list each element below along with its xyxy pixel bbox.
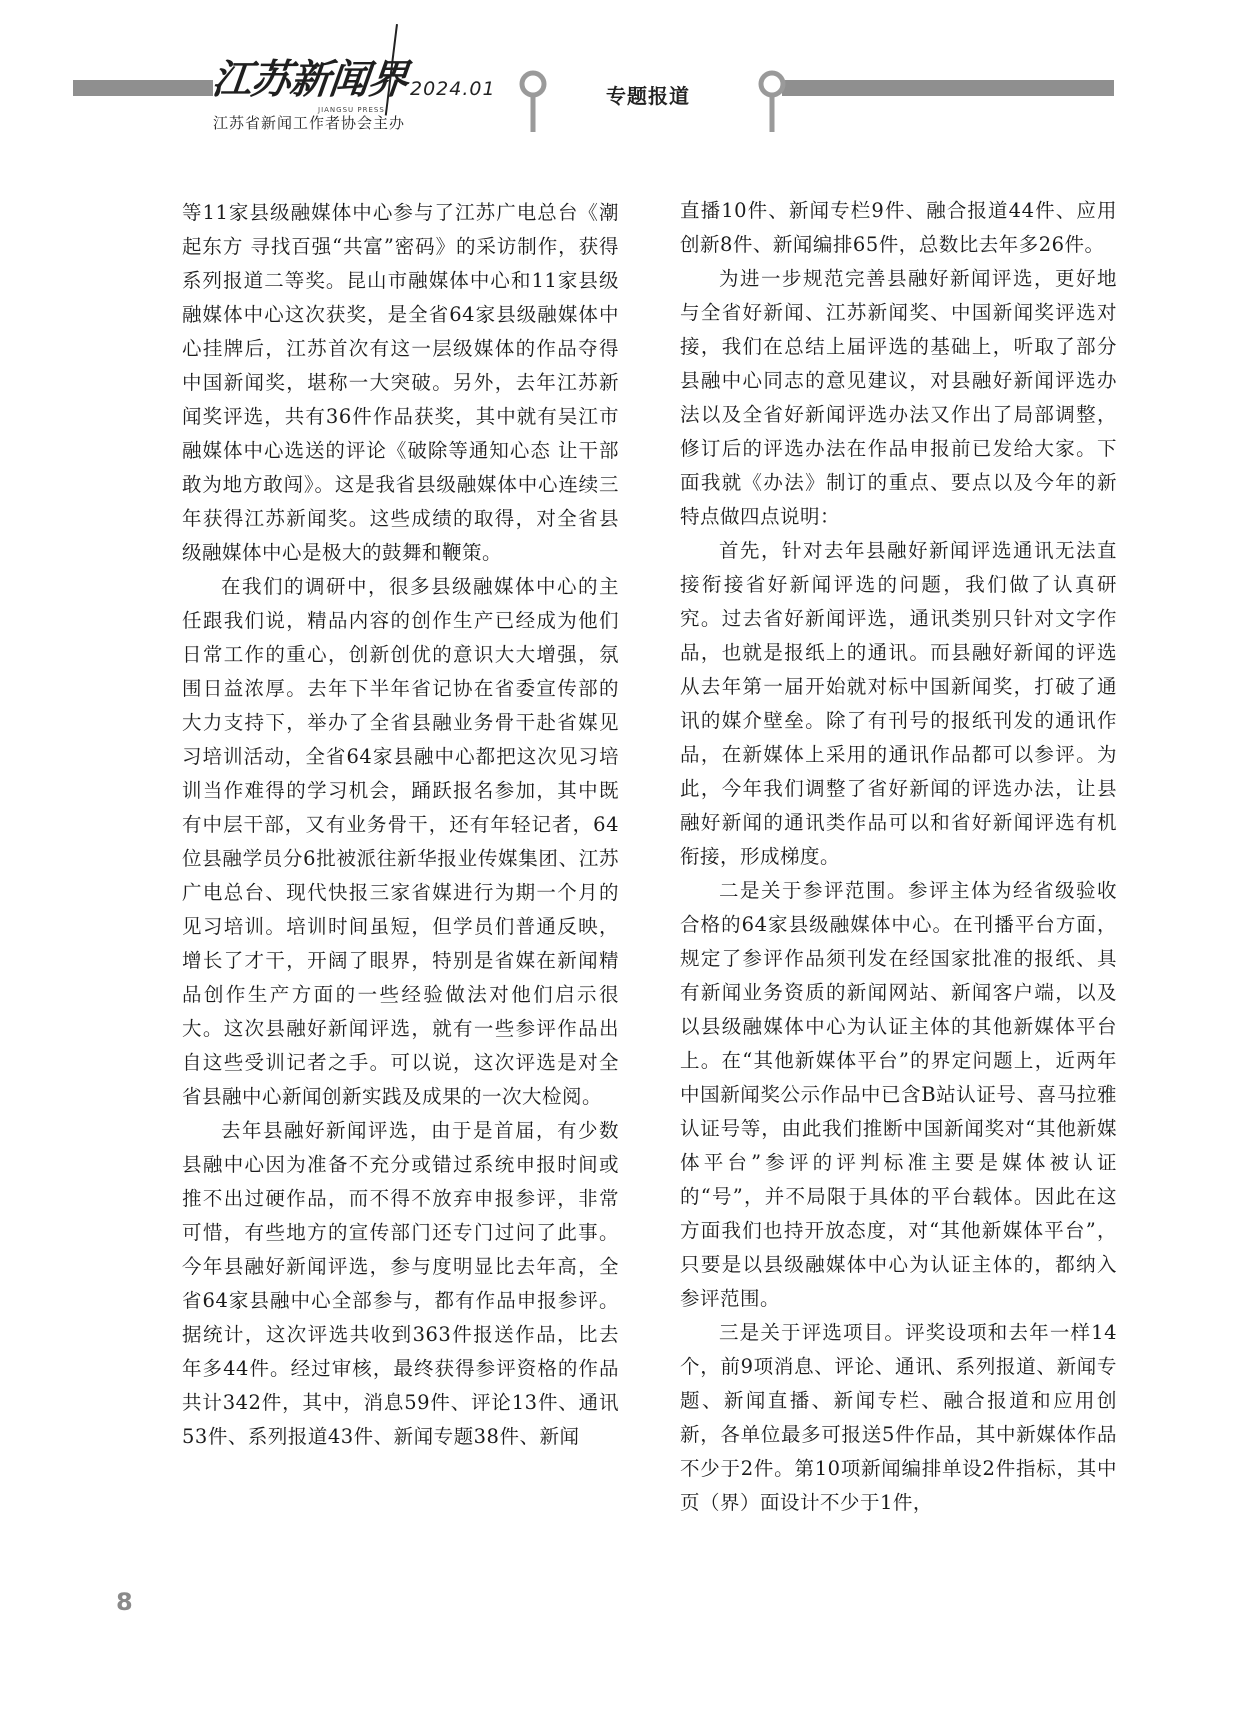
paragraph: 去年县融好新闻评选，由于是首届，有少数县融中心因为准备不充分或错过系统申报时间或推不出过硬作品，而不得不放弃申报参评，非常可惜，有些地方的宣传部门还专门过问了此事。今年县融好新闻评选，参与度明显比去年高，全省64家县融中心全部参与，都有作品申报参评。据统计，这次评选共收到363件报送作品，比去年多44件。经过审核，最终获得参评资格的作品共计342件，其中，消息59件、评论13件、通讯53件、系列报道43件、新闻专题38件、新闻: [182, 1119, 619, 1448]
paragraph: 首先，针对去年县融好新闻评选通讯无法直接衔接省好新闻评选的问题，我们做了认真研究。过去省好新闻评选，通讯类别只针对文字作品，也就是报纸上的通讯。而县融好新闻的评选从去年第一届开始就对标中国新闻奖，打破了通讯的媒介壁垒。除了有刊号的报纸刊发的通讯作品，在新媒体上采用的通讯作品都可以参评。为此，今年我们调整了省好新闻的评选办法，让县融好新闻的通讯类作品可以和省好新闻评选有机衔接，形成梯度。: [680, 539, 1117, 868]
map-pin-icon: [757, 70, 787, 134]
header-bar-left: [73, 80, 213, 96]
paragraph: 三是关于评选项目。评奖设项和去年一样14个，前9项消息、评论、通讯、系列报道、新闻专题、新闻直播、新闻专栏、融合报道和应用创新，各单位最多可报送5件作品，其中新媒体作品不少于2件。第10项新闻编排单设2件指标，其中页（界）面设计不少于1件，: [680, 1321, 1117, 1514]
article-column-left: [182, 196, 619, 1454]
paragraph: 等11家县级融媒体中心参与了江苏广电总台《潮起东方 寻找百强“共富”密码》的采访制作，获得系列报道二等奖。昆山市融媒体中心和11家县级融媒体中心这次获奖，是全省64家县级融媒体中心挂牌后，江苏首次有这一层级媒体的作品夺得中国新闻奖，堪称一大突破。另外，去年江苏新闻奖评选，共有36件作品获奖，其中就有吴江市融媒体中心选送的评论《破除等通知心态 让干部敢为地方敢闯》。这是我省县级融媒体中心连续三年获得江苏新闻奖。这些成绩的取得，对全省县级融媒体中心是极大的鼓舞和鞭策。: [182, 201, 619, 564]
journal-logo: 江苏新闻界: [209, 57, 410, 103]
section-title: 专题报道: [606, 84, 690, 108]
paragraph: 直播10件、新闻专栏9件、融合报道44件、应用创新8件、新闻编排65件，总数比去年多26件。: [680, 199, 1117, 256]
paragraph: 二是关于参评范围。参评主体为经省级验收合格的64家县级融媒体中心。在刊播平台方面，规定了参评作品须刊发在经国家批准的报纸、具有新闻业务资质的新闻网站、新闻客户端，以及以县级融媒体中心为认证主体的其他新媒体平台上。在“其他新媒体平台”的界定问题上，近两年中国新闻奖公示作品中已含B站认证号、喜马拉雅认证号等，由此我们推断中国新闻奖对“其他新媒体平台”参评的评判标准主要是媒体被认证的“号”，并不局限于具体的平台载体。因此在这方面我们也持开放态度，对“其他新媒体平台”，只要是以县级融媒体中心为认证主体的，都纳入参评范围。: [680, 879, 1117, 1310]
paragraph: 为进一步规范完善县融好新闻评选，更好地与全省好新闻、江苏新闻奖、中国新闻奖评选对接，我们在总结上届评选的基础上，听取了部分县融中心同志的意见建议，对县融好新闻评选办法以及全省好新闻评选办法又作出了局部调整，修订后的评选办法在作品申报前已发给大家。下面我就《办法》制订的重点、要点以及今年的新特点做四点说明：: [680, 267, 1117, 528]
page-number: 8: [116, 1588, 133, 1616]
journal-logo-subtitle: JIANGSU PRESS: [318, 106, 385, 114]
header-bar-right: [782, 80, 1114, 96]
issue-number: 2024.01: [410, 78, 496, 100]
article-column-right: [680, 194, 1117, 1520]
map-pin-icon: [518, 70, 548, 134]
paragraph: 在我们的调研中，很多县级融媒体中心的主任跟我们说，精品内容的创作生产已经成为他们日常工作的重心，创新创优的意识大大增强，氛围日益浓厚。去年下半年省记协在省委宣传部的大力支持下，举办了全省县融业务骨干赴省媒见习培训活动，全省64家县融中心都把这次见习培训当作难得的学习机会，踊跃报名参加，其中既有中层干部，又有业务骨干，还有年轻记者，64位县融学员分6批被派往新华报业传媒集团、江苏广电总台、现代快报三家省媒进行为期一个月的见习培训。培训时间虽短，但学员们普通反映，增长了才干，开阔了眼界，特别是省媒在新闻精品创作生产方面的一些经验做法对他们启示很大。这次县融好新闻评选，就有一些参评作品出自这些受训记者之手。可以说，这次评选是对全省县融中心新闻创新实践及成果的一次大检阅。: [182, 575, 619, 1108]
sponsor-line: 江苏省新闻工作者协会主办: [213, 114, 406, 132]
